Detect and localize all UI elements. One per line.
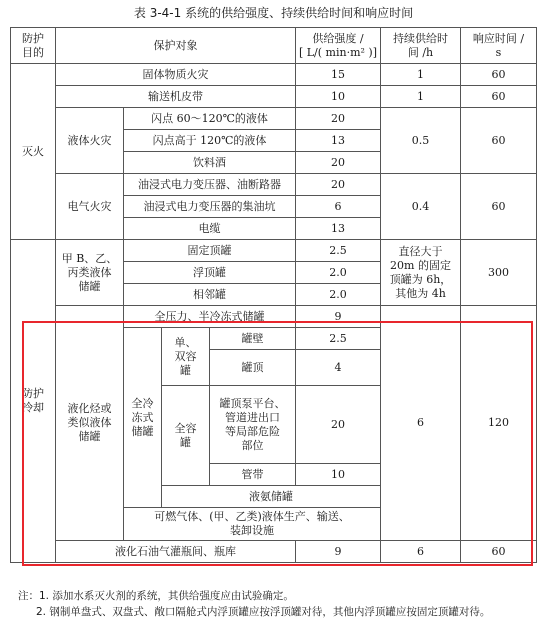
note-1: 注：1. 添加水系灭火剂的系统，其供给强度应由试验确定。 (18, 590, 294, 602)
object-cell: 罐顶泵平台、 管道进出口 等局部危险 部位 (210, 386, 296, 464)
table-notes (18, 588, 490, 620)
duration-cell: 0.5 (381, 108, 461, 174)
duration-cell: 6 (381, 541, 461, 563)
header-purpose: 防护 目的 (11, 28, 56, 64)
group-liquid-fire: 液体火灾 (56, 108, 124, 174)
header-intensity: 供给强度 / [ L/( min·m² )] (296, 28, 381, 64)
duration-cell: 1 (381, 86, 461, 108)
intensity-cell: 15 (296, 64, 381, 86)
object-cell: 液化石油气灌瓶间、瓶库 (56, 541, 296, 563)
object-cell: 油浸式电力变压器的集油坑 (124, 196, 296, 218)
object-cell: 浮顶罐 (124, 262, 296, 284)
intensity-cell: 2.0 (296, 262, 381, 284)
intensity-cell: 2.5 (296, 328, 381, 350)
group-full-refrigerated: 全冷 冻式 储罐 (124, 328, 162, 508)
duration-cell: 0.4 (381, 174, 461, 240)
intensity-cell: 6 (296, 196, 381, 218)
intensity-cell: 20 (296, 174, 381, 196)
response-cell: 120 (461, 306, 537, 541)
group-electrical-fire: 电气火灾 (56, 174, 124, 240)
object-cell: 固体物质火灾 (56, 64, 296, 86)
intensity-cell: 20 (296, 386, 381, 464)
intensity-cell: 20 (296, 108, 381, 130)
header-response: 响应时间 / s (461, 28, 537, 64)
response-cell: 60 (461, 86, 537, 108)
table-caption: 表 3-4-1 系统的供给强度、持续供给时间和响应时间 (133, 6, 414, 20)
object-cell: 固定顶罐 (124, 240, 296, 262)
object-cell: 油浸式电力变压器、油断路器 (124, 174, 296, 196)
intensity-cell: 13 (296, 218, 381, 240)
response-cell: 300 (461, 240, 537, 306)
response-cell: 60 (461, 541, 537, 563)
intensity-cell: 13 (296, 130, 381, 152)
duration-cell: 1 (381, 64, 461, 86)
intensity-cell: 2.5 (296, 240, 381, 262)
group-lpg-tank: 液化烃或 类似液体 储罐 (56, 306, 124, 541)
intensity-cell: 2.0 (296, 284, 381, 306)
intensity-cell: 4 (296, 350, 381, 386)
header-object: 保护对象 (56, 28, 296, 64)
object-cell: 管带 (210, 464, 296, 486)
intensity-cell: 20 (296, 152, 381, 174)
response-cell: 60 (461, 174, 537, 240)
intensity-cell: 9 (296, 306, 381, 328)
duration-cell: 直径大于 20m 的固定 顶罐为 6h， 其他为 4h (381, 240, 461, 306)
object-cell: 罐壁 (210, 328, 296, 350)
note-2: 2. 钢制单盘式、双盘式、敞口隔舱式内浮顶罐应按浮顶罐对待，其他内浮顶罐应按固定顶罐对待。 (36, 606, 491, 618)
duration-cell: 6 (381, 306, 461, 541)
purpose-cooling: 防护 冷却 (11, 240, 56, 563)
intensity-cell: 10 (296, 464, 381, 486)
object-cell: 电缆 (124, 218, 296, 240)
object-cell: 可燃气体、(甲、乙类)液体生产、输送、 装卸设施 (124, 508, 381, 541)
object-cell: 罐顶 (210, 350, 296, 386)
intensity-cell: 9 (296, 541, 381, 563)
group-full-containment: 全容 罐 (162, 386, 210, 486)
response-cell: 60 (461, 64, 537, 86)
object-cell: 液氨储罐 (162, 486, 381, 508)
object-cell: 闪点 60～120℃的液体 (124, 108, 296, 130)
header-duration: 持续供给时 间 /h (381, 28, 461, 64)
group-single-double: 单、 双容 罐 (162, 328, 210, 386)
object-cell: 输送机皮带 (56, 86, 296, 108)
spec-table (10, 27, 537, 563)
group-tank-liquid: 甲 B、乙、 丙类液体 储罐 (56, 240, 124, 306)
response-cell: 60 (461, 108, 537, 174)
object-cell: 全压力、半冷冻式储罐 (124, 306, 296, 328)
intensity-cell: 10 (296, 86, 381, 108)
purpose-fire: 灭火 (11, 64, 56, 240)
object-cell: 闪点高于 120℃的液体 (124, 130, 296, 152)
object-cell: 相邻罐 (124, 284, 296, 306)
object-cell: 饮料酒 (124, 152, 296, 174)
